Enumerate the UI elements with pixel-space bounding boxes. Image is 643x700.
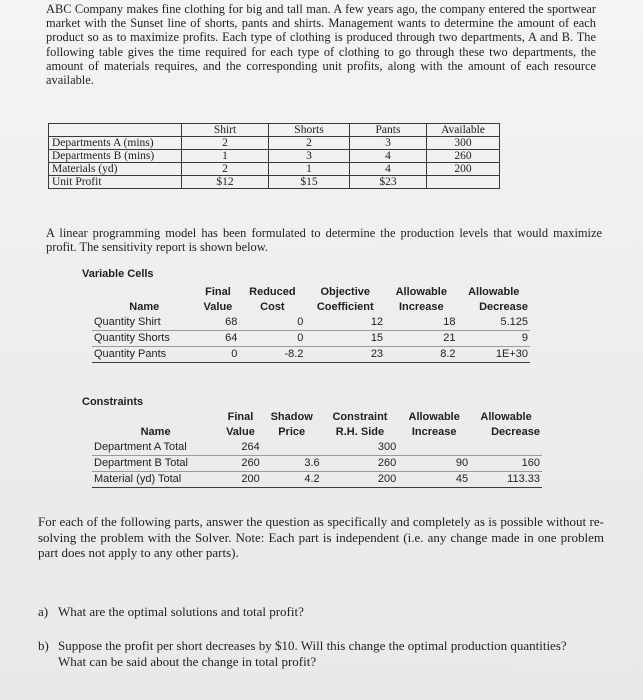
- table-cell: 4: [350, 150, 427, 163]
- variable-cells-table: [92, 285, 530, 363]
- table-cell: 264: [219, 440, 262, 456]
- table-cell: 15: [305, 331, 385, 347]
- table-cell: 3: [350, 137, 427, 150]
- table-header-cell: Constraint: [332, 411, 388, 423]
- table-cell: Material (yd) Total: [92, 472, 219, 488]
- table-header-cell: Allowable: [408, 411, 460, 423]
- table-cell: 0: [239, 315, 305, 331]
- table-cell: 160: [470, 456, 542, 472]
- table-header-cell: Shadow: [270, 411, 313, 423]
- table-cell: Department B Total: [92, 456, 219, 472]
- table-cell: 5.125: [458, 315, 531, 331]
- table-cell: 1: [182, 150, 269, 163]
- table-header-cell: Allowable: [468, 286, 520, 298]
- table-cell: 12: [305, 315, 385, 331]
- table-cell: $23: [350, 176, 427, 189]
- table-cell: -8.2: [239, 347, 305, 363]
- table-header-cell: [49, 124, 182, 137]
- question-b: [38, 638, 598, 669]
- table-header-cell: R.H. Side: [335, 426, 385, 438]
- table-header-row: [49, 124, 500, 137]
- table-cell: 68: [197, 315, 240, 331]
- table-cell: 260: [219, 456, 262, 472]
- table-cell: 8.2: [385, 347, 457, 363]
- constraints-title: Constraints: [82, 396, 144, 408]
- table-header-cell: Value: [226, 426, 255, 438]
- table-cell: $15: [269, 176, 350, 189]
- question-letter: a): [38, 604, 49, 619]
- table-row: [49, 150, 500, 163]
- constraints-table: [92, 410, 542, 488]
- table-header-cell: Name: [129, 301, 160, 313]
- table-header-cell: Shorts: [269, 124, 350, 137]
- table-header-cell: Reduced: [249, 286, 296, 298]
- question-text: Suppose the profit per short decreases by $10. Will this change the optimal production quantities? What can be said about the change in total profit?: [58, 638, 567, 669]
- table-header-cell: Cost: [260, 301, 285, 313]
- table-cell: 260: [427, 150, 500, 163]
- table-cell: Department A Total: [92, 440, 219, 456]
- question-letter: b): [38, 638, 49, 653]
- table-header-cell: Allowable: [480, 411, 532, 423]
- table-cell: [262, 440, 322, 456]
- table-cell: 0: [197, 347, 240, 363]
- table-header-row: [92, 285, 530, 300]
- table-header-cell: Pants: [350, 124, 427, 137]
- table-header-cell: Increase: [411, 426, 457, 438]
- table-header-cell: Available: [427, 124, 500, 137]
- table-cell: 260: [322, 456, 399, 472]
- table-cell: $12: [182, 176, 269, 189]
- table-cell: 1E+30: [458, 347, 531, 363]
- table-row: [49, 163, 500, 176]
- table-cell: 90: [398, 456, 470, 472]
- table-row: [92, 440, 542, 456]
- table-cell: 21: [385, 331, 457, 347]
- table-cell: Materials (yd): [49, 163, 182, 176]
- table-cell: 23: [305, 347, 385, 363]
- table-header-cell: Shirt: [182, 124, 269, 137]
- table-cell: 200: [427, 163, 500, 176]
- table-cell: 300: [427, 137, 500, 150]
- lp-intro-paragraph: A linear programming model has been formulated to determine the production levels that would maximize profit. The sensitivity report is shown below.: [46, 226, 602, 255]
- table-header-row: [92, 410, 542, 425]
- table-cell: Quantity Shorts: [92, 331, 197, 347]
- table-header-cell: Allowable: [395, 286, 447, 298]
- table-cell: 200: [322, 472, 399, 488]
- table-cell: [398, 440, 470, 456]
- table-header-cell: [92, 410, 219, 425]
- table-cell: Unit Profit: [49, 176, 182, 189]
- table-row: [92, 315, 530, 331]
- table-cell: 3: [269, 150, 350, 163]
- instructions-paragraph: For each of the following parts, answer the question as specifically and completely as is possible without re-solving the problem with the Solver. Note: Each part is independent (i.e. any change made in one problem part does not apply to any other parts).: [38, 514, 604, 560]
- table-cell: 45: [398, 472, 470, 488]
- table-cell: Quantity Pants: [92, 347, 197, 363]
- table-header-cell: Increase: [398, 301, 444, 313]
- variable-cells-title: Variable Cells: [82, 268, 154, 280]
- table-header-cell: Final: [205, 286, 231, 298]
- table-cell: 64: [197, 331, 240, 347]
- table-cell: Departments A (mins): [49, 137, 182, 150]
- question-a: [38, 604, 598, 620]
- question-text: What are the optimal solutions and total profit?: [58, 604, 304, 619]
- table-header-cell: Decrease: [491, 426, 540, 438]
- intro-paragraph: ABC Company makes fine clothing for big and tall man. A few years ago, the company entered the sportwear market with the Sunset line of shorts, pants and shirts. Management wants to determine the amount of each product so as to maximize profits. Each type of clothing is produced through two departments, A and B. The following table gives the time required for each type of clothing to go through these two departments, the amount of materials requires, and the corresponding unit profits, along with the amount of each resource available.: [46, 2, 596, 88]
- table-header-cell: Decrease: [479, 301, 528, 313]
- table-row: [92, 331, 530, 347]
- table-row: [49, 137, 500, 150]
- table-header-cell: Final: [227, 411, 254, 423]
- table-cell: 1: [269, 163, 350, 176]
- table-cell: 2: [269, 137, 350, 150]
- table-cell: Departments B (mins): [49, 150, 182, 163]
- table-cell: 2: [182, 163, 269, 176]
- table-header-cell: Price: [278, 426, 306, 438]
- table-cell: 18: [385, 315, 457, 331]
- table-header-row: [92, 425, 542, 440]
- table-row: [92, 472, 542, 488]
- resource-table: [48, 123, 500, 189]
- table-cell: 200: [219, 472, 262, 488]
- table-cell: 4.2: [262, 472, 322, 488]
- table-cell: 4: [350, 163, 427, 176]
- table-header-cell: Objective: [320, 286, 370, 298]
- table-header-cell: Name: [140, 426, 171, 438]
- table-header-cell: [92, 285, 197, 300]
- table-cell: [427, 176, 500, 189]
- table-row: [92, 456, 542, 472]
- table-cell: 3.6: [262, 456, 322, 472]
- table-cell: 0: [239, 331, 305, 347]
- table-cell: 113.33: [470, 472, 542, 488]
- table-header-row: [92, 300, 530, 315]
- table-header-cell: Coefficient: [316, 301, 374, 313]
- table-header-cell: Value: [203, 301, 233, 313]
- table-row: [49, 176, 500, 189]
- table-cell: 2: [182, 137, 269, 150]
- table-cell: Quantity Shirt: [92, 315, 197, 331]
- table-cell: [470, 440, 542, 456]
- table-cell: 300: [322, 440, 399, 456]
- table-row: [92, 347, 530, 363]
- table-cell: 9: [458, 331, 531, 347]
